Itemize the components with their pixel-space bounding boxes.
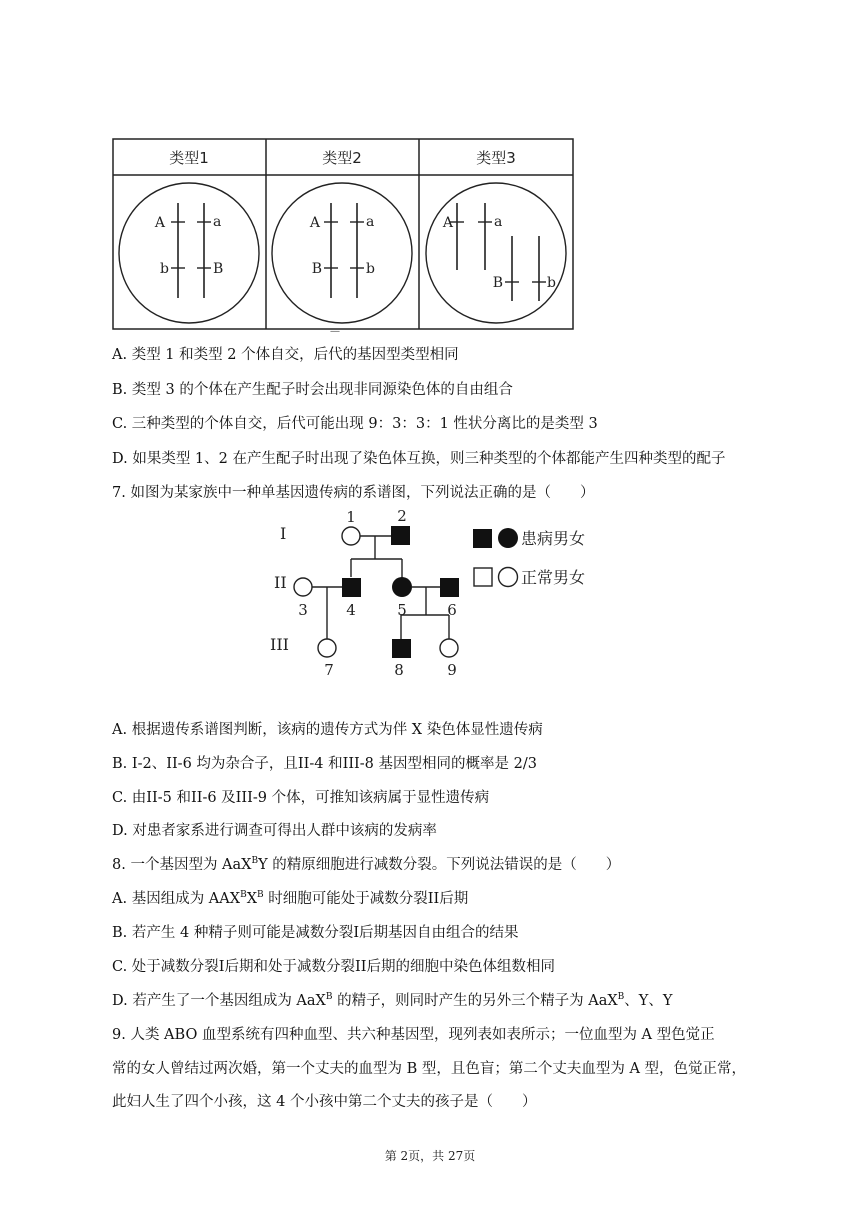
- chromosome-type-table: [112, 138, 576, 334]
- pedigree-chart: [262, 502, 602, 684]
- ind-label-8: 8: [394, 661, 404, 679]
- q6-option-b: B. 类型 3 的个体在产生配子时会出现非同源染色体的自由组合: [112, 382, 513, 398]
- q9-line-3: 此妇人生了四个小孩，这 4 个小孩中第二个丈夫的孩子是（ ）: [112, 1094, 537, 1110]
- ind-6-affected-male: [440, 578, 459, 597]
- ind-1-normal-female: [342, 527, 360, 545]
- gen-label-ii: II: [274, 573, 287, 592]
- gen-label-iii: III: [270, 635, 289, 654]
- ind-label-3: 3: [298, 601, 308, 619]
- header-type1: 类型1: [169, 149, 209, 167]
- q7-option-d: D. 对患者家系进行调查可得出人群中该病的发病率: [112, 823, 437, 839]
- q7-option-a: A. 根据遗传系谱图判断，该病的遗传方式为伴 X 染色体显性遗传病: [112, 722, 543, 738]
- legend-normal-male-icon: [474, 568, 492, 586]
- t3-allele-bottom-right: b: [547, 275, 556, 291]
- header-type3: 类型3: [476, 149, 516, 167]
- ind-5-affected-female: [392, 577, 412, 597]
- ind-label-6: 6: [447, 601, 457, 619]
- legend-affected-label: 患病男女: [521, 529, 586, 548]
- gen-label-i: I: [280, 524, 287, 543]
- legend-affected-female-icon: [498, 528, 518, 548]
- legend-affected-male-icon: [473, 529, 492, 548]
- q8-option-c: C. 处于减数分裂I后期和处于减数分裂II后期的细胞中染色体组数相同: [112, 959, 555, 975]
- cell-type3: [426, 183, 566, 323]
- q7-option-b: B. I-2、II-6 均为杂合子，且II-4 和III-8 基因型相同的概率是 2/3: [112, 756, 537, 772]
- ind-2-affected-male: [391, 526, 410, 545]
- q8-option-b: B. 若产生 4 种精子则可能是减数分裂I后期基因自由组合的结果: [112, 925, 519, 941]
- q9-line-2: 常的女人曾结过两次婚，第一个丈夫的血型为 B 型，且色盲；第二个丈夫血型为 A 型，色觉正常，: [112, 1061, 747, 1077]
- ind-9-normal-female: [440, 639, 458, 657]
- ind-label-1: 1: [346, 508, 356, 526]
- ind-label-9: 9: [447, 661, 457, 679]
- ind-8-affected-male: [392, 639, 411, 658]
- page-footer: 第 2页，共 27页: [384, 1149, 476, 1163]
- t1-allele-top-right: a: [213, 214, 222, 230]
- legend-normal-female-icon: [499, 568, 518, 587]
- t1-allele-top-left: A: [154, 215, 165, 231]
- ind-label-5: 5: [397, 601, 407, 619]
- t2-allele-bottom-left: B: [311, 261, 322, 277]
- ind-label-7: 7: [324, 661, 334, 679]
- q7-option-c: C. 由II-5 和II-6 及III-9 个体，可推知该病属于显性遗传病: [112, 790, 490, 806]
- t3-allele-top-right: a: [494, 214, 503, 230]
- ind-label-2: 2: [397, 507, 407, 525]
- t2-allele-top-left: A: [309, 215, 320, 231]
- legend-normal-label: 正常男女: [521, 568, 586, 587]
- table-dash: —: [330, 326, 340, 337]
- cell-type1: [119, 183, 259, 323]
- q9-line-1: 9. 人类 ABO 血型系统有四种血型、共六种基因型，现列表如表所示；一位血型为 A 型色觉正: [112, 1027, 715, 1043]
- header-type2: 类型2: [322, 149, 362, 167]
- ind-4-affected-male: [342, 578, 361, 597]
- t1-allele-bottom-right: B: [213, 261, 224, 277]
- ind-label-4: 4: [346, 601, 356, 619]
- t2-allele-top-right: a: [366, 214, 375, 230]
- ind-3-normal-female: [294, 578, 312, 596]
- q8-stem: 8. 一个基因型为 AaX$^B$Y 的精原细胞进行减数分裂。下列说法错误的是（ ）: [112, 856, 621, 873]
- t3-allele-bottom-left: B: [492, 275, 503, 291]
- cell-type2: [272, 183, 412, 323]
- t2-allele-bottom-right: b: [366, 261, 375, 277]
- q8-option-d: D. 若产生了一个基因组成为 AaX$^B$ 的精子，则同时产生的另外三个精子为 AaX$^B$、Y、Y: [112, 992, 673, 1009]
- t1-allele-bottom-left: b: [160, 261, 169, 277]
- q7-stem: 7. 如图为某家族中一种单基因遗传病的系谱图，下列说法正确的是（ ）: [112, 485, 595, 501]
- ind-7-normal-female: [318, 639, 336, 657]
- t3-allele-top-left: A: [442, 215, 453, 231]
- q8-option-a: A. 基因组成为 $AAX^BX^B$ 时细胞可能处于减数分裂II后期: [112, 890, 469, 907]
- q6-option-a: A. 类型 1 和类型 2 个体自交，后代的基因型类型相同: [112, 347, 459, 363]
- q6-option-d: D. 如果类型 1、2 在产生配子时出现了染色体互换，则三种类型的个体都能产生四种类型的配子: [112, 451, 726, 467]
- q6-option-c: C. 三种类型的个体自交，后代可能出现 9：3：3：1 性状分离比的是类型 3: [112, 416, 598, 432]
